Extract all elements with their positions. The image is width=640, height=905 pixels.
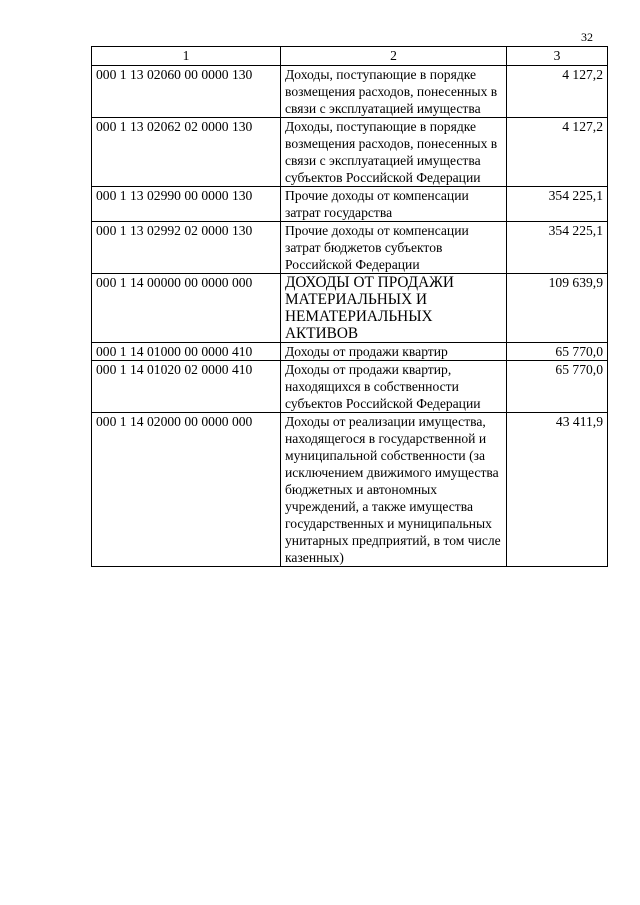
revenue-name: Доходы, поступающие в порядке возмещения расходов, понесенных в связи с эксплуатацией имущества субъектов Российской Федерации [281, 118, 507, 187]
table-row [92, 343, 608, 361]
revenue-table [91, 46, 608, 567]
revenue-name: Доходы, поступающие в порядке возмещения расходов, понесенных в связи с эксплуатацией имущества [281, 66, 507, 118]
revenue-amount: 4 127,2 [507, 118, 608, 187]
revenue-name: ДОХОДЫ ОТ ПРОДАЖИ МАТЕРИАЛЬНЫХ И НЕМАТЕРИАЛЬНЫХ АКТИВОВ [281, 274, 507, 343]
column-header-name: 2 [281, 47, 507, 66]
revenue-name: Доходы от реализации имущества, находящегося в государственной и муниципальной собственности (за исключением движимого имущества бюджетных и автономных учреждений, а также имущества государственных и муниципальных унитарных предприятий, в том числе казенных) [281, 413, 507, 567]
revenue-amount: 109 639,9 [507, 274, 608, 343]
revenue-code: 000 1 13 02990 00 0000 130 [92, 187, 281, 222]
table-row [92, 66, 608, 118]
revenue-code: 000 1 13 02992 02 0000 130 [92, 222, 281, 274]
revenue-amount: 43 411,9 [507, 413, 608, 567]
revenue-amount: 354 225,1 [507, 222, 608, 274]
revenue-code: 000 1 14 01000 00 0000 410 [92, 343, 281, 361]
table-header-row [92, 47, 608, 66]
table-row [92, 222, 608, 274]
column-header-amount: 3 [507, 47, 608, 66]
table-row [92, 118, 608, 187]
revenue-code: 000 1 14 01020 02 0000 410 [92, 361, 281, 413]
table-row-section-heading [92, 274, 608, 343]
revenue-code: 000 1 13 02060 00 0000 130 [92, 66, 281, 118]
table-row [92, 187, 608, 222]
revenue-name: Прочие доходы от компенсации затрат государства [281, 187, 507, 222]
revenue-amount: 354 225,1 [507, 187, 608, 222]
table-row [92, 413, 608, 567]
revenue-amount: 65 770,0 [507, 343, 608, 361]
revenue-name: Доходы от продажи квартир, находящихся в собственности субъектов Российской Федерации [281, 361, 507, 413]
revenue-name: Доходы от продажи квартир [281, 343, 507, 361]
column-header-code: 1 [92, 47, 281, 66]
revenue-code: 000 1 14 00000 00 0000 000 [92, 274, 281, 343]
revenue-code: 000 1 13 02062 02 0000 130 [92, 118, 281, 187]
revenue-amount: 4 127,2 [507, 66, 608, 118]
page-number: 32 [581, 30, 593, 44]
revenue-amount: 65 770,0 [507, 361, 608, 413]
table-row [92, 361, 608, 413]
revenue-name: Прочие доходы от компенсации затрат бюджетов субъектов Российской Федерации [281, 222, 507, 274]
revenue-code: 000 1 14 02000 00 0000 000 [92, 413, 281, 567]
